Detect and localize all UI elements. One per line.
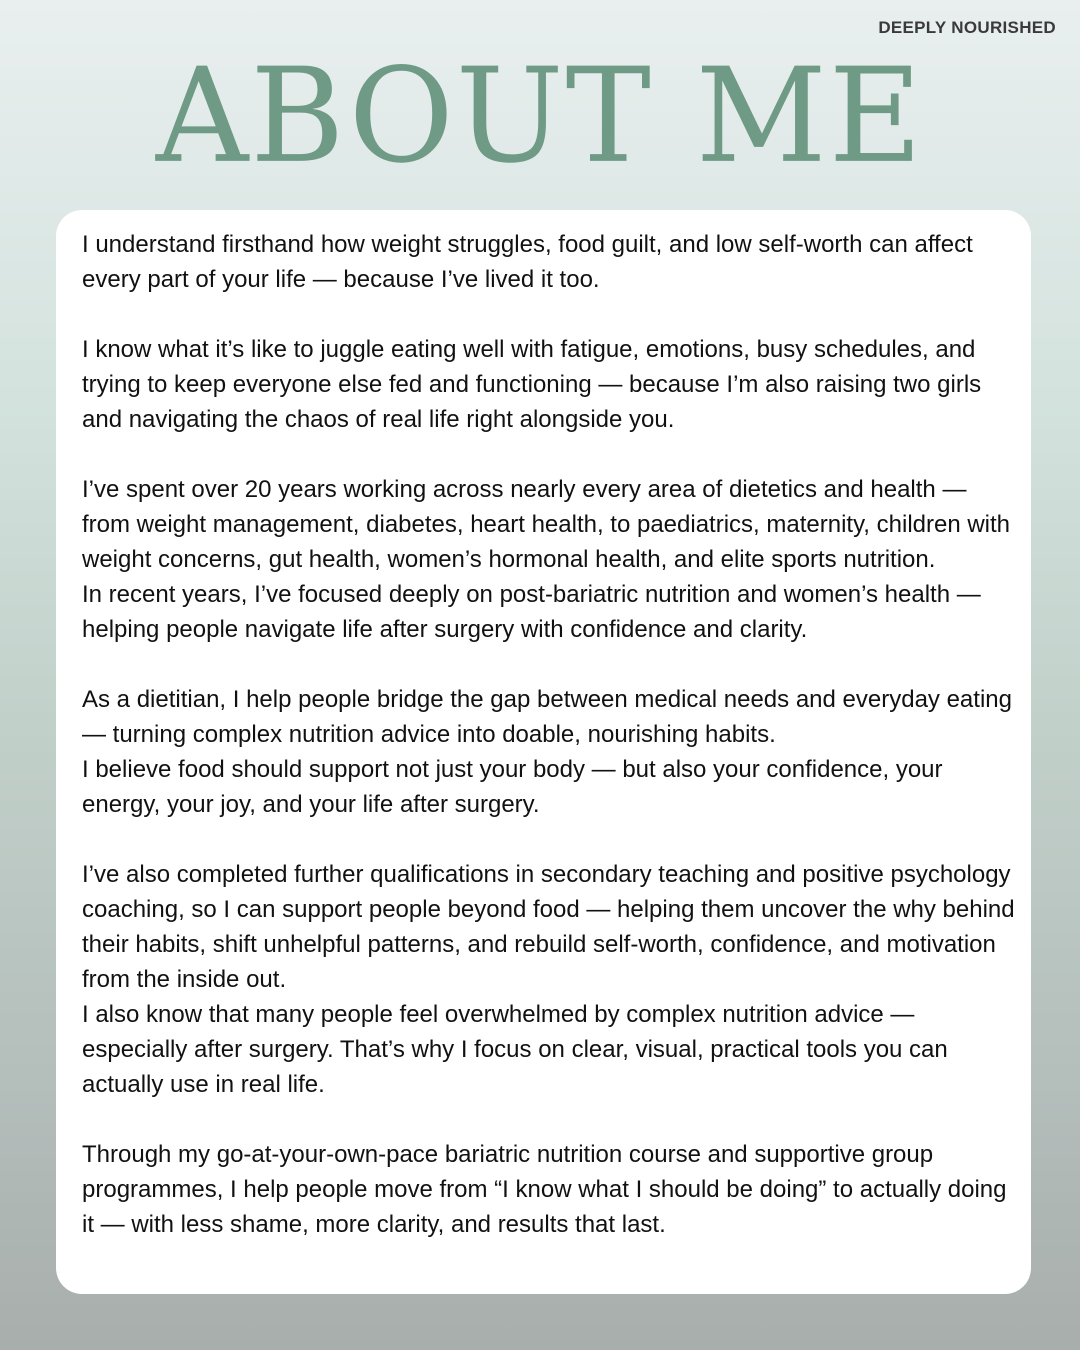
paragraph-spacer (82, 297, 1017, 332)
paragraph-spacer (82, 437, 1017, 472)
paragraph-family-life: I know what it’s like to juggle eating well with fatigue, emotions, busy schedules, and trying to keep everyone else fed and functioning — because I’m also raising two girls and navigating the chaos of real life right alongside you. (82, 336, 982, 433)
paragraph-food-belief: I believe food should support not just your body — but also your confidence, your energy, your joy, and your life after surgery. (82, 756, 943, 818)
paragraph-qualifications: I’ve also completed further qualifications in secondary teaching and positive psychology coaching, so I can support people beyond food — helping them uncover the why behind their habits, shift unhelpful patterns, and rebuild self-worth, confidence, and motivation from the inside out. (82, 861, 1015, 993)
paragraph-spacer (82, 647, 1017, 682)
paragraph-spacer (82, 1102, 1017, 1137)
paragraph-programmes: Through my go-at-your-own-pace bariatric nutrition course and supportive group programmes, I help people move from “I know what I should be doing” to actually doing it — with less shame, more clarity, and results that last. (82, 1141, 1007, 1238)
paragraph-bariatric-focus: In recent years, I’ve focused deeply on post-bariatric nutrition and women’s health — helping people navigate life after surgery with confidence and clarity. (82, 581, 981, 643)
paragraph-dietitian-role: As a dietitian, I help people bridge the gap between medical needs and everyday eating — turning complex nutrition advice into doable, nourishing habits. (82, 686, 1012, 748)
about-text-card (56, 210, 1031, 1294)
brand-name: DEEPLY NOURISHED (878, 18, 1056, 37)
paragraph-experience: I’ve spent over 20 years working across nearly every area of dietetics and health — from weight management, diabetes, heart health, to paediatrics, maternity, children with weight concerns, gut health, women’s hormonal health, and elite sports nutrition. (82, 476, 1011, 573)
page-title: ABOUT ME (155, 40, 925, 193)
paragraph-spacer (82, 822, 1017, 857)
paragraph-practical-tools: I also know that many people feel overwhelmed by complex nutrition advice — especially after surgery. That’s why I focus on clear, visual, practical tools you can actually use in real life. (82, 1001, 948, 1098)
paragraph-lived-experience: I understand firsthand how weight struggles, food guilt, and low self-worth can affect every part of your life — because I’ve lived it too. (82, 231, 973, 293)
